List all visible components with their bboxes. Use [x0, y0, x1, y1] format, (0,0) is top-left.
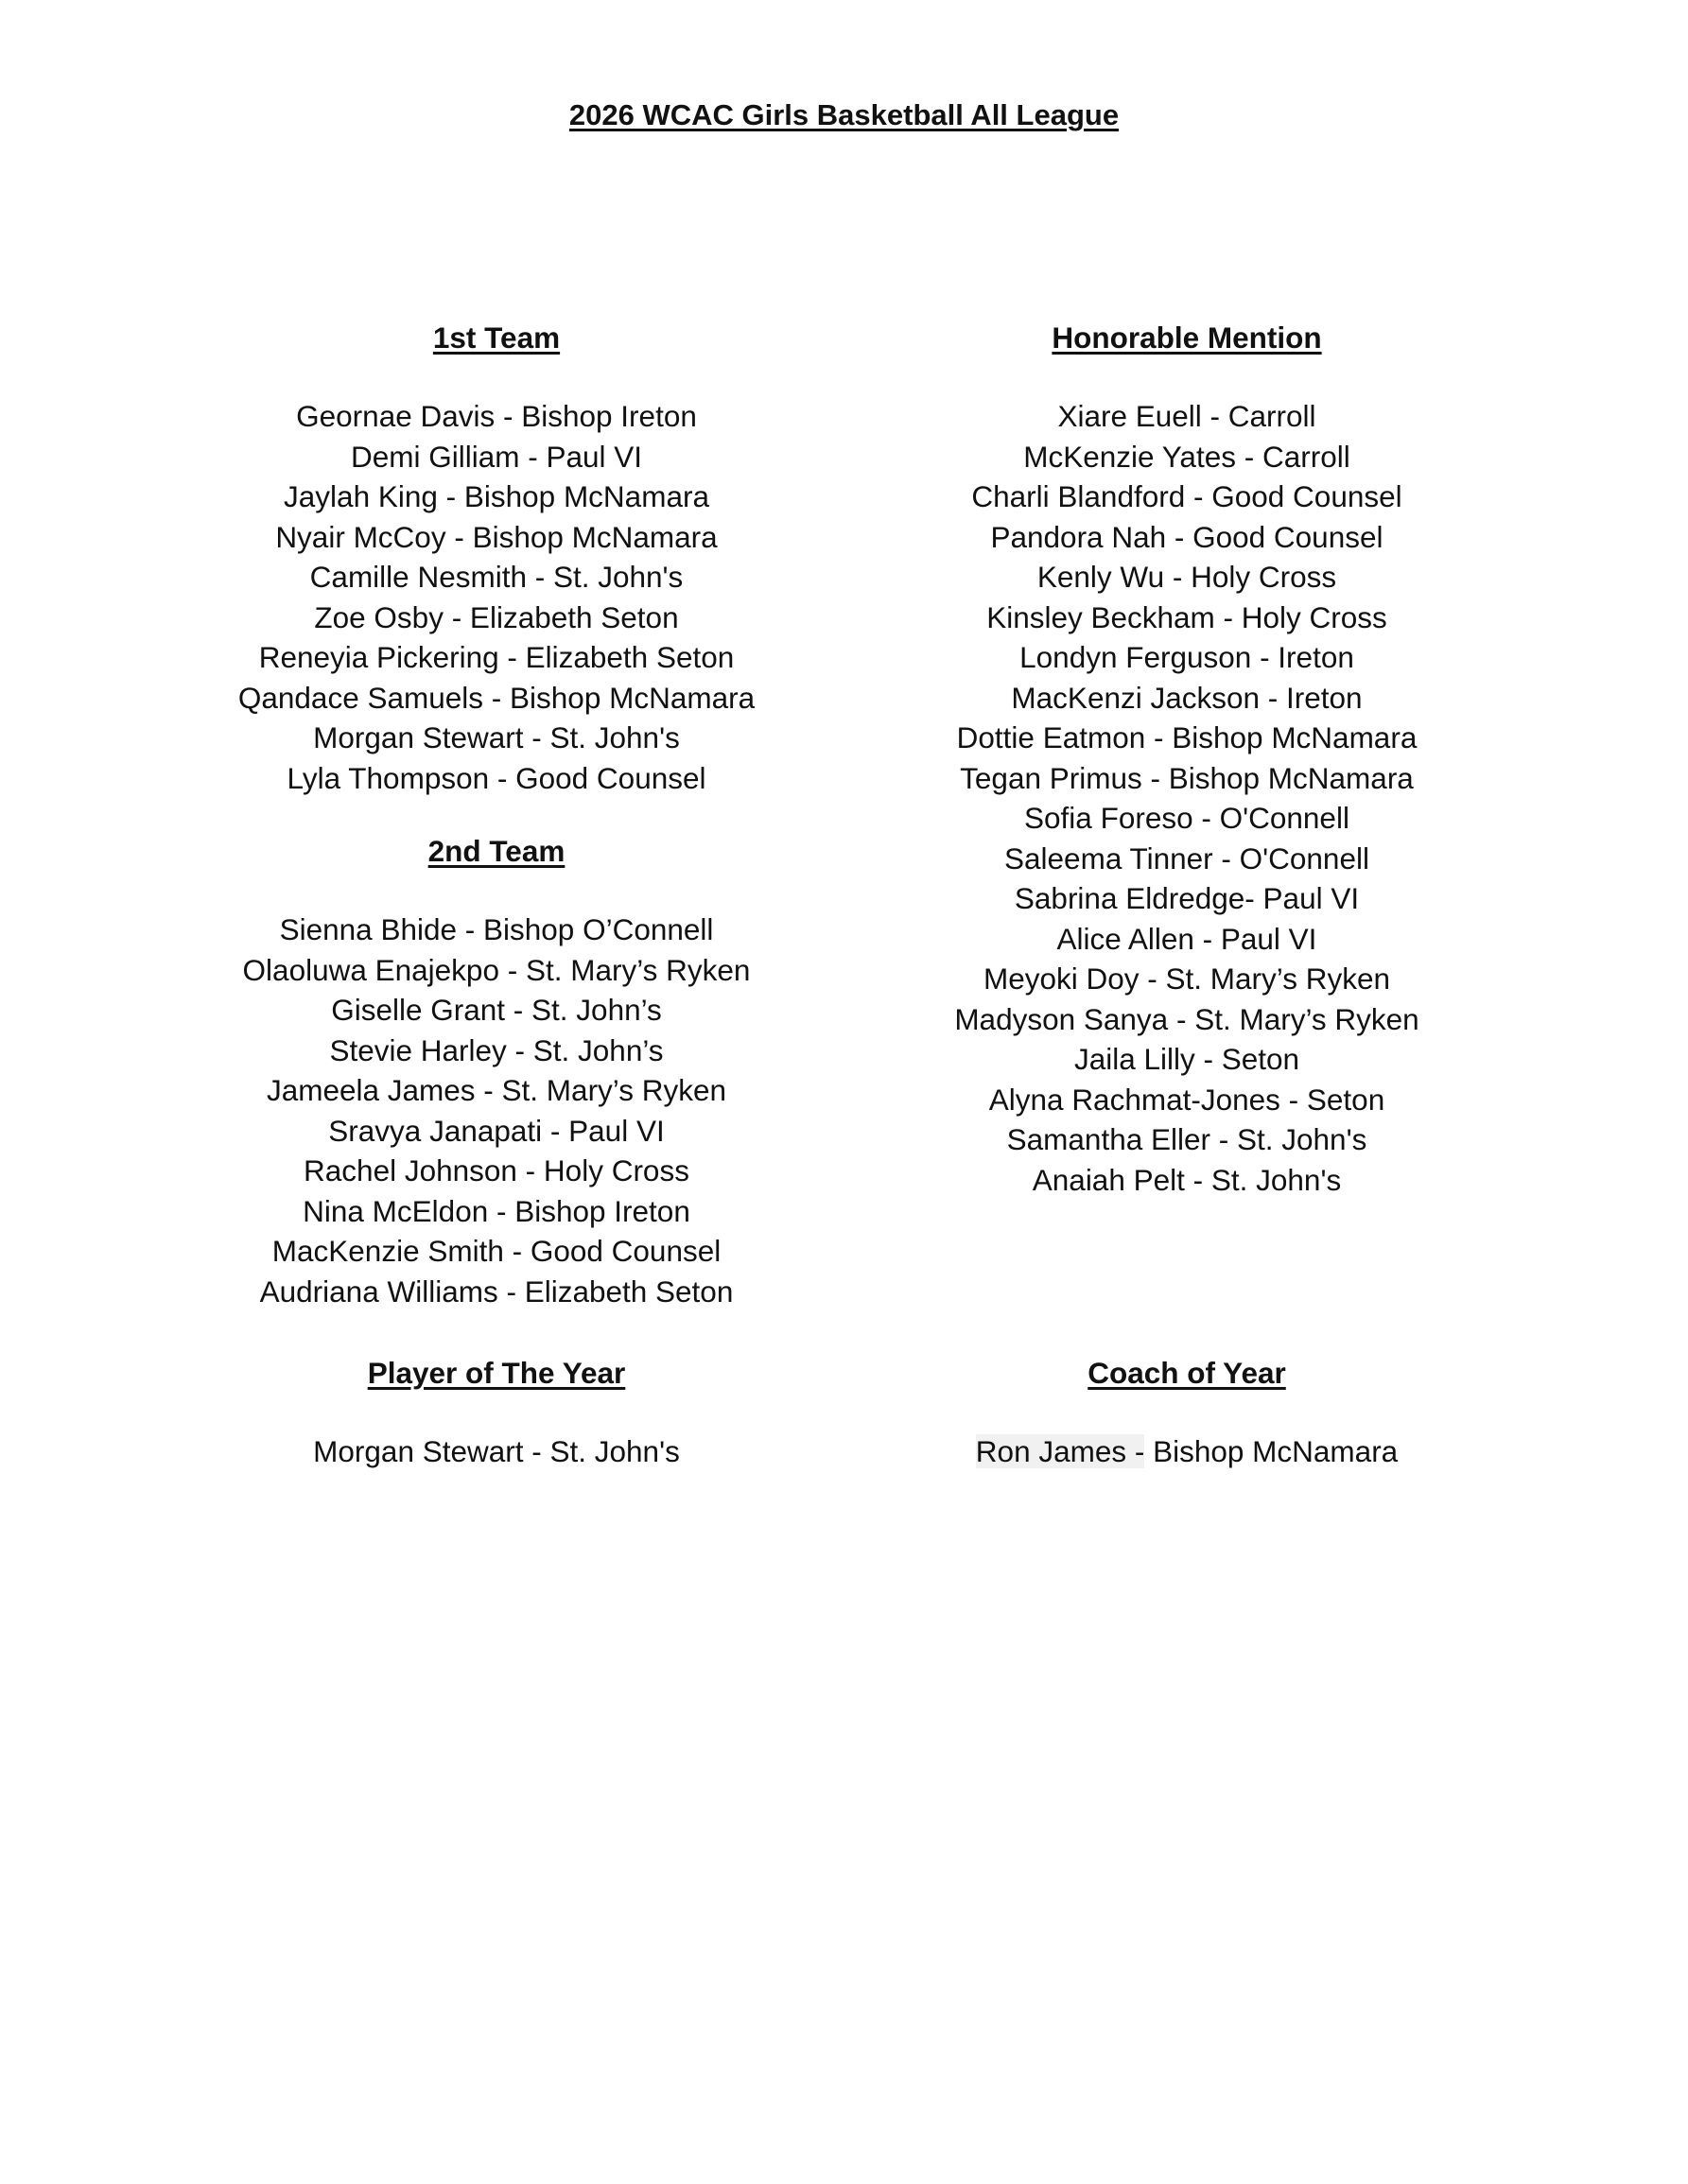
list-item: Jaylah King - Bishop McNamara — [284, 479, 709, 513]
first-team-list — [208, 396, 785, 798]
player-of-year-name: Morgan Stewart - St. John's — [313, 1434, 680, 1468]
second-team-heading: 2nd Team — [427, 834, 566, 868]
list-item: Jameela James - St. Mary’s Ryken — [266, 1073, 727, 1107]
list-item: Rachel Johnson - Holy Cross — [304, 1153, 689, 1187]
list-item: Nina McEldon - Bishop Ireton — [303, 1193, 690, 1228]
list-item: Pandora Nah - Good Counsel — [990, 519, 1383, 554]
list-item: Meyoki Doy - St. Mary’s Ryken — [983, 962, 1391, 996]
list-item: Morgan Stewart - St. John's — [313, 720, 680, 754]
first-team-section — [208, 317, 785, 798]
list-item: Sabrina Eldredge- Paul VI — [1014, 881, 1360, 915]
player-of-year-heading: Player of The Year — [367, 1356, 626, 1390]
coach-of-year-section — [898, 1352, 1475, 1472]
list-item: Giselle Grant - St. John’s — [331, 993, 662, 1027]
second-team-section — [208, 830, 785, 1311]
honorable-mention-list — [898, 396, 1475, 1200]
coach-of-year-entry — [898, 1431, 1475, 1472]
list-item: Londyn Ferguson - Ireton — [1019, 640, 1354, 674]
list-item: Lyla Thompson - Good Counsel — [287, 760, 706, 795]
list-item: Sofia Foreso - O'Connell — [1024, 801, 1349, 835]
list-item: Charli Blandford - Good Counsel — [971, 479, 1402, 513]
list-item: Xiare Euell - Carroll — [1057, 399, 1316, 433]
list-item: MacKenzi Jackson - Ireton — [1011, 680, 1363, 715]
list-item: Madyson Sanya - St. Mary’s Ryken — [954, 1001, 1419, 1036]
list-item: Alice Allen - Paul VI — [1056, 921, 1317, 956]
list-item: Samantha Eller - St. John's — [1006, 1122, 1367, 1156]
list-item: Jaila Lilly - Seton — [1073, 1042, 1300, 1076]
list-item: Dottie Eatmon - Bishop McNamara — [956, 720, 1418, 754]
list-item: Zoe Osby - Elizabeth Seton — [314, 599, 679, 634]
list-item: Camille Nesmith - St. John's — [309, 560, 684, 594]
honorable-mention-heading: Honorable Mention — [1052, 321, 1322, 355]
list-item: Alyna Rachmat-Jones - Seton — [988, 1082, 1385, 1117]
list-item: Sienna Bhide - Bishop O’Connell — [279, 912, 714, 946]
list-item: Kenly Wu - Holy Cross — [1036, 560, 1337, 594]
list-item: Sravya Janapati - Paul VI — [328, 1113, 665, 1148]
list-item: Audriana Williams - Elizabeth Seton — [259, 1274, 734, 1309]
player-of-year-section — [208, 1352, 785, 1472]
honorable-mention-section — [898, 317, 1475, 1200]
first-team-heading: 1st Team — [432, 321, 561, 355]
list-item: Geornae Davis - Bishop Ireton — [296, 399, 697, 433]
second-team-list — [208, 910, 785, 1311]
list-item: Tegan Primus - Bishop McNamara — [960, 760, 1414, 795]
list-item: Kinsley Beckham - Holy Cross — [986, 599, 1387, 634]
list-item: Qandace Samuels - Bishop McNamara — [237, 680, 756, 715]
list-item: Anaiah Pelt - St. John's — [1032, 1162, 1342, 1197]
document-title: 2026 WCAC Girls Basketball All League — [568, 98, 1120, 131]
list-item: Reneyia Pickering - Elizabeth Seton — [258, 640, 735, 674]
list-item: Demi Gilliam - Paul VI — [350, 439, 643, 474]
list-item: Stevie Harley - St. John’s — [329, 1032, 664, 1067]
coach-of-year-heading: Coach of Year — [1088, 1356, 1286, 1390]
coach-of-year-name: Ron James - — [975, 1434, 1145, 1468]
coach-of-year-school: Bishop McNamara — [1144, 1434, 1399, 1468]
list-item: McKenzie Yates - Carroll — [1023, 439, 1350, 474]
list-item: Saleema Tinner - O'Connell — [1004, 841, 1369, 875]
list-item: Nyair McCoy - Bishop McNamara — [275, 519, 718, 554]
list-item: Olaoluwa Enajekpo - St. Mary’s Ryken — [242, 952, 751, 987]
list-item: MacKenzie Smith - Good Counsel — [271, 1234, 722, 1268]
